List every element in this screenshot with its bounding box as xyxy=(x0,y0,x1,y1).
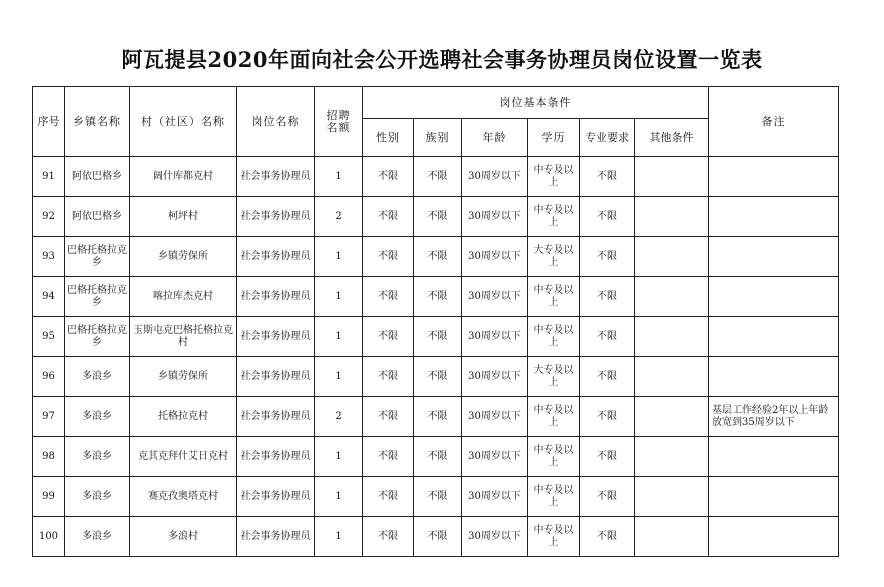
cell-age: 30周岁以下 xyxy=(462,397,528,437)
table-row xyxy=(33,437,839,477)
cell-age: 30周岁以下 xyxy=(462,277,528,317)
cell-gender: 不限 xyxy=(363,237,414,277)
cell-village: 乡镇劳保所 xyxy=(130,237,237,277)
header-seq: 序号 xyxy=(33,87,65,157)
cell-quota: 1 xyxy=(315,277,363,317)
cell-other xyxy=(635,437,709,477)
cell-ethnicity: 不限 xyxy=(414,277,462,317)
cell-ethnicity: 不限 xyxy=(414,477,462,517)
cell-town: 巴格托格拉克乡 xyxy=(65,317,130,357)
header-town: 乡镇名称 xyxy=(65,87,130,157)
header-remark: 备注 xyxy=(709,87,839,157)
cell-seq: 94 xyxy=(33,277,65,317)
cell-village: 乡镇劳保所 xyxy=(130,357,237,397)
cell-major: 不限 xyxy=(580,517,635,557)
cell-seq: 98 xyxy=(33,437,65,477)
cell-other xyxy=(635,477,709,517)
cell-position: 社会事务协理员 xyxy=(237,517,315,557)
cell-gender: 不限 xyxy=(363,437,414,477)
header-basic-conditions: 岗位基本条件 xyxy=(363,87,709,119)
cell-quota: 2 xyxy=(315,397,363,437)
cell-age: 30周岁以下 xyxy=(462,197,528,237)
cell-gender: 不限 xyxy=(363,277,414,317)
cell-gender: 不限 xyxy=(363,517,414,557)
cell-remark xyxy=(709,237,839,277)
cell-ethnicity: 不限 xyxy=(414,517,462,557)
position-table xyxy=(32,86,839,557)
cell-quota: 1 xyxy=(315,237,363,277)
cell-quota: 1 xyxy=(315,157,363,197)
cell-seq: 91 xyxy=(33,157,65,197)
cell-remark xyxy=(709,517,839,557)
cell-position: 社会事务协理员 xyxy=(237,197,315,237)
cell-quota: 1 xyxy=(315,437,363,477)
cell-position: 社会事务协理员 xyxy=(237,277,315,317)
cell-town: 阿依巴格乡 xyxy=(65,157,130,197)
header-major: 专业要求 xyxy=(580,119,635,157)
header-ethnicity: 族别 xyxy=(414,119,462,157)
cell-position: 社会事务协理员 xyxy=(237,397,315,437)
table-row xyxy=(33,397,839,437)
table-row xyxy=(33,517,839,557)
cell-position: 社会事务协理员 xyxy=(237,437,315,477)
cell-village: 克其克拜什艾日克村 xyxy=(130,437,237,477)
cell-ethnicity: 不限 xyxy=(414,237,462,277)
cell-major: 不限 xyxy=(580,237,635,277)
cell-quota: 1 xyxy=(315,477,363,517)
cell-village: 多浪村 xyxy=(130,517,237,557)
cell-ethnicity: 不限 xyxy=(414,197,462,237)
table-row xyxy=(33,357,839,397)
cell-village: 阔什库都克村 xyxy=(130,157,237,197)
cell-major: 不限 xyxy=(580,157,635,197)
cell-town: 阿依巴格乡 xyxy=(65,197,130,237)
cell-education: 中专及以上 xyxy=(528,517,580,557)
header-other: 其他条件 xyxy=(635,119,709,157)
cell-education: 中专及以上 xyxy=(528,317,580,357)
cell-town: 多浪乡 xyxy=(65,517,130,557)
cell-seq: 100 xyxy=(33,517,65,557)
table-row xyxy=(33,157,839,197)
cell-quota: 1 xyxy=(315,357,363,397)
header-position: 岗位名称 xyxy=(237,87,315,157)
cell-remark xyxy=(709,357,839,397)
cell-seq: 92 xyxy=(33,197,65,237)
cell-seq: 97 xyxy=(33,397,65,437)
cell-major: 不限 xyxy=(580,397,635,437)
cell-position: 社会事务协理员 xyxy=(237,357,315,397)
cell-major: 不限 xyxy=(580,477,635,517)
cell-ethnicity: 不限 xyxy=(414,357,462,397)
cell-town: 多浪乡 xyxy=(65,397,130,437)
cell-education: 中专及以上 xyxy=(528,277,580,317)
cell-town: 多浪乡 xyxy=(65,477,130,517)
cell-major: 不限 xyxy=(580,357,635,397)
cell-village: 喀拉库杰克村 xyxy=(130,277,237,317)
cell-quota: 2 xyxy=(315,197,363,237)
cell-gender: 不限 xyxy=(363,157,414,197)
cell-village: 玉斯屯克巴格托格拉克村 xyxy=(130,317,237,357)
cell-major: 不限 xyxy=(580,197,635,237)
cell-age: 30周岁以下 xyxy=(462,437,528,477)
cell-education: 中专及以上 xyxy=(528,157,580,197)
cell-education: 中专及以上 xyxy=(528,477,580,517)
cell-remark xyxy=(709,197,839,237)
cell-other xyxy=(635,357,709,397)
cell-other xyxy=(635,317,709,357)
cell-age: 30周岁以下 xyxy=(462,157,528,197)
cell-other xyxy=(635,397,709,437)
cell-other xyxy=(635,157,709,197)
header-education: 学历 xyxy=(528,119,580,157)
cell-ethnicity: 不限 xyxy=(414,317,462,357)
cell-town: 巴格托格拉克乡 xyxy=(65,277,130,317)
cell-remark xyxy=(709,277,839,317)
cell-age: 30周岁以下 xyxy=(462,477,528,517)
cell-remark xyxy=(709,317,839,357)
cell-remark xyxy=(709,437,839,477)
header-village: 村（社区）名称 xyxy=(130,87,237,157)
cell-age: 30周岁以下 xyxy=(462,357,528,397)
cell-town: 巴格托格拉克乡 xyxy=(65,237,130,277)
cell-gender: 不限 xyxy=(363,477,414,517)
cell-quota: 1 xyxy=(315,517,363,557)
cell-remark xyxy=(709,157,839,197)
cell-quota: 1 xyxy=(315,317,363,357)
cell-gender: 不限 xyxy=(363,317,414,357)
table-row xyxy=(33,197,839,237)
cell-age: 30周岁以下 xyxy=(462,317,528,357)
cell-position: 社会事务协理员 xyxy=(237,477,315,517)
table-row xyxy=(33,477,839,517)
cell-position: 社会事务协理员 xyxy=(237,317,315,357)
cell-age: 30周岁以下 xyxy=(462,517,528,557)
cell-other xyxy=(635,197,709,237)
cell-education: 中专及以上 xyxy=(528,397,580,437)
cell-town: 多浪乡 xyxy=(65,437,130,477)
page-title: 阿瓦提县2020年面向社会公开选聘社会事务协理员岗位设置一览表 xyxy=(121,47,763,72)
table-row xyxy=(33,317,839,357)
cell-other xyxy=(635,237,709,277)
cell-major: 不限 xyxy=(580,277,635,317)
cell-village: 柯坪村 xyxy=(130,197,237,237)
header-gender: 性别 xyxy=(363,119,414,157)
cell-position: 社会事务协理员 xyxy=(237,157,315,197)
cell-education: 大专及以上 xyxy=(528,357,580,397)
header-quota: 招聘名额 xyxy=(315,87,363,157)
cell-village: 托格拉克村 xyxy=(130,397,237,437)
cell-age: 30周岁以下 xyxy=(462,237,528,277)
cell-seq: 99 xyxy=(33,477,65,517)
cell-other xyxy=(635,517,709,557)
cell-ethnicity: 不限 xyxy=(414,437,462,477)
cell-remark xyxy=(709,477,839,517)
cell-seq: 95 xyxy=(33,317,65,357)
cell-seq: 93 xyxy=(33,237,65,277)
header-age: 年龄 xyxy=(462,119,528,157)
cell-major: 不限 xyxy=(580,317,635,357)
cell-other xyxy=(635,277,709,317)
cell-gender: 不限 xyxy=(363,197,414,237)
cell-education: 中专及以上 xyxy=(528,197,580,237)
cell-education: 中专及以上 xyxy=(528,437,580,477)
cell-gender: 不限 xyxy=(363,397,414,437)
table-row xyxy=(33,237,839,277)
cell-ethnicity: 不限 xyxy=(414,157,462,197)
cell-gender: 不限 xyxy=(363,357,414,397)
table-row xyxy=(33,277,839,317)
cell-ethnicity: 不限 xyxy=(414,397,462,437)
cell-remark: 基层工作经验2年以上年龄放宽到35周岁以下 xyxy=(709,397,839,437)
cell-education: 大专及以上 xyxy=(528,237,580,277)
cell-village: 赛克孜奥塔克村 xyxy=(130,477,237,517)
cell-seq: 96 xyxy=(33,357,65,397)
cell-town: 多浪乡 xyxy=(65,357,130,397)
cell-position: 社会事务协理员 xyxy=(237,237,315,277)
cell-major: 不限 xyxy=(580,437,635,477)
